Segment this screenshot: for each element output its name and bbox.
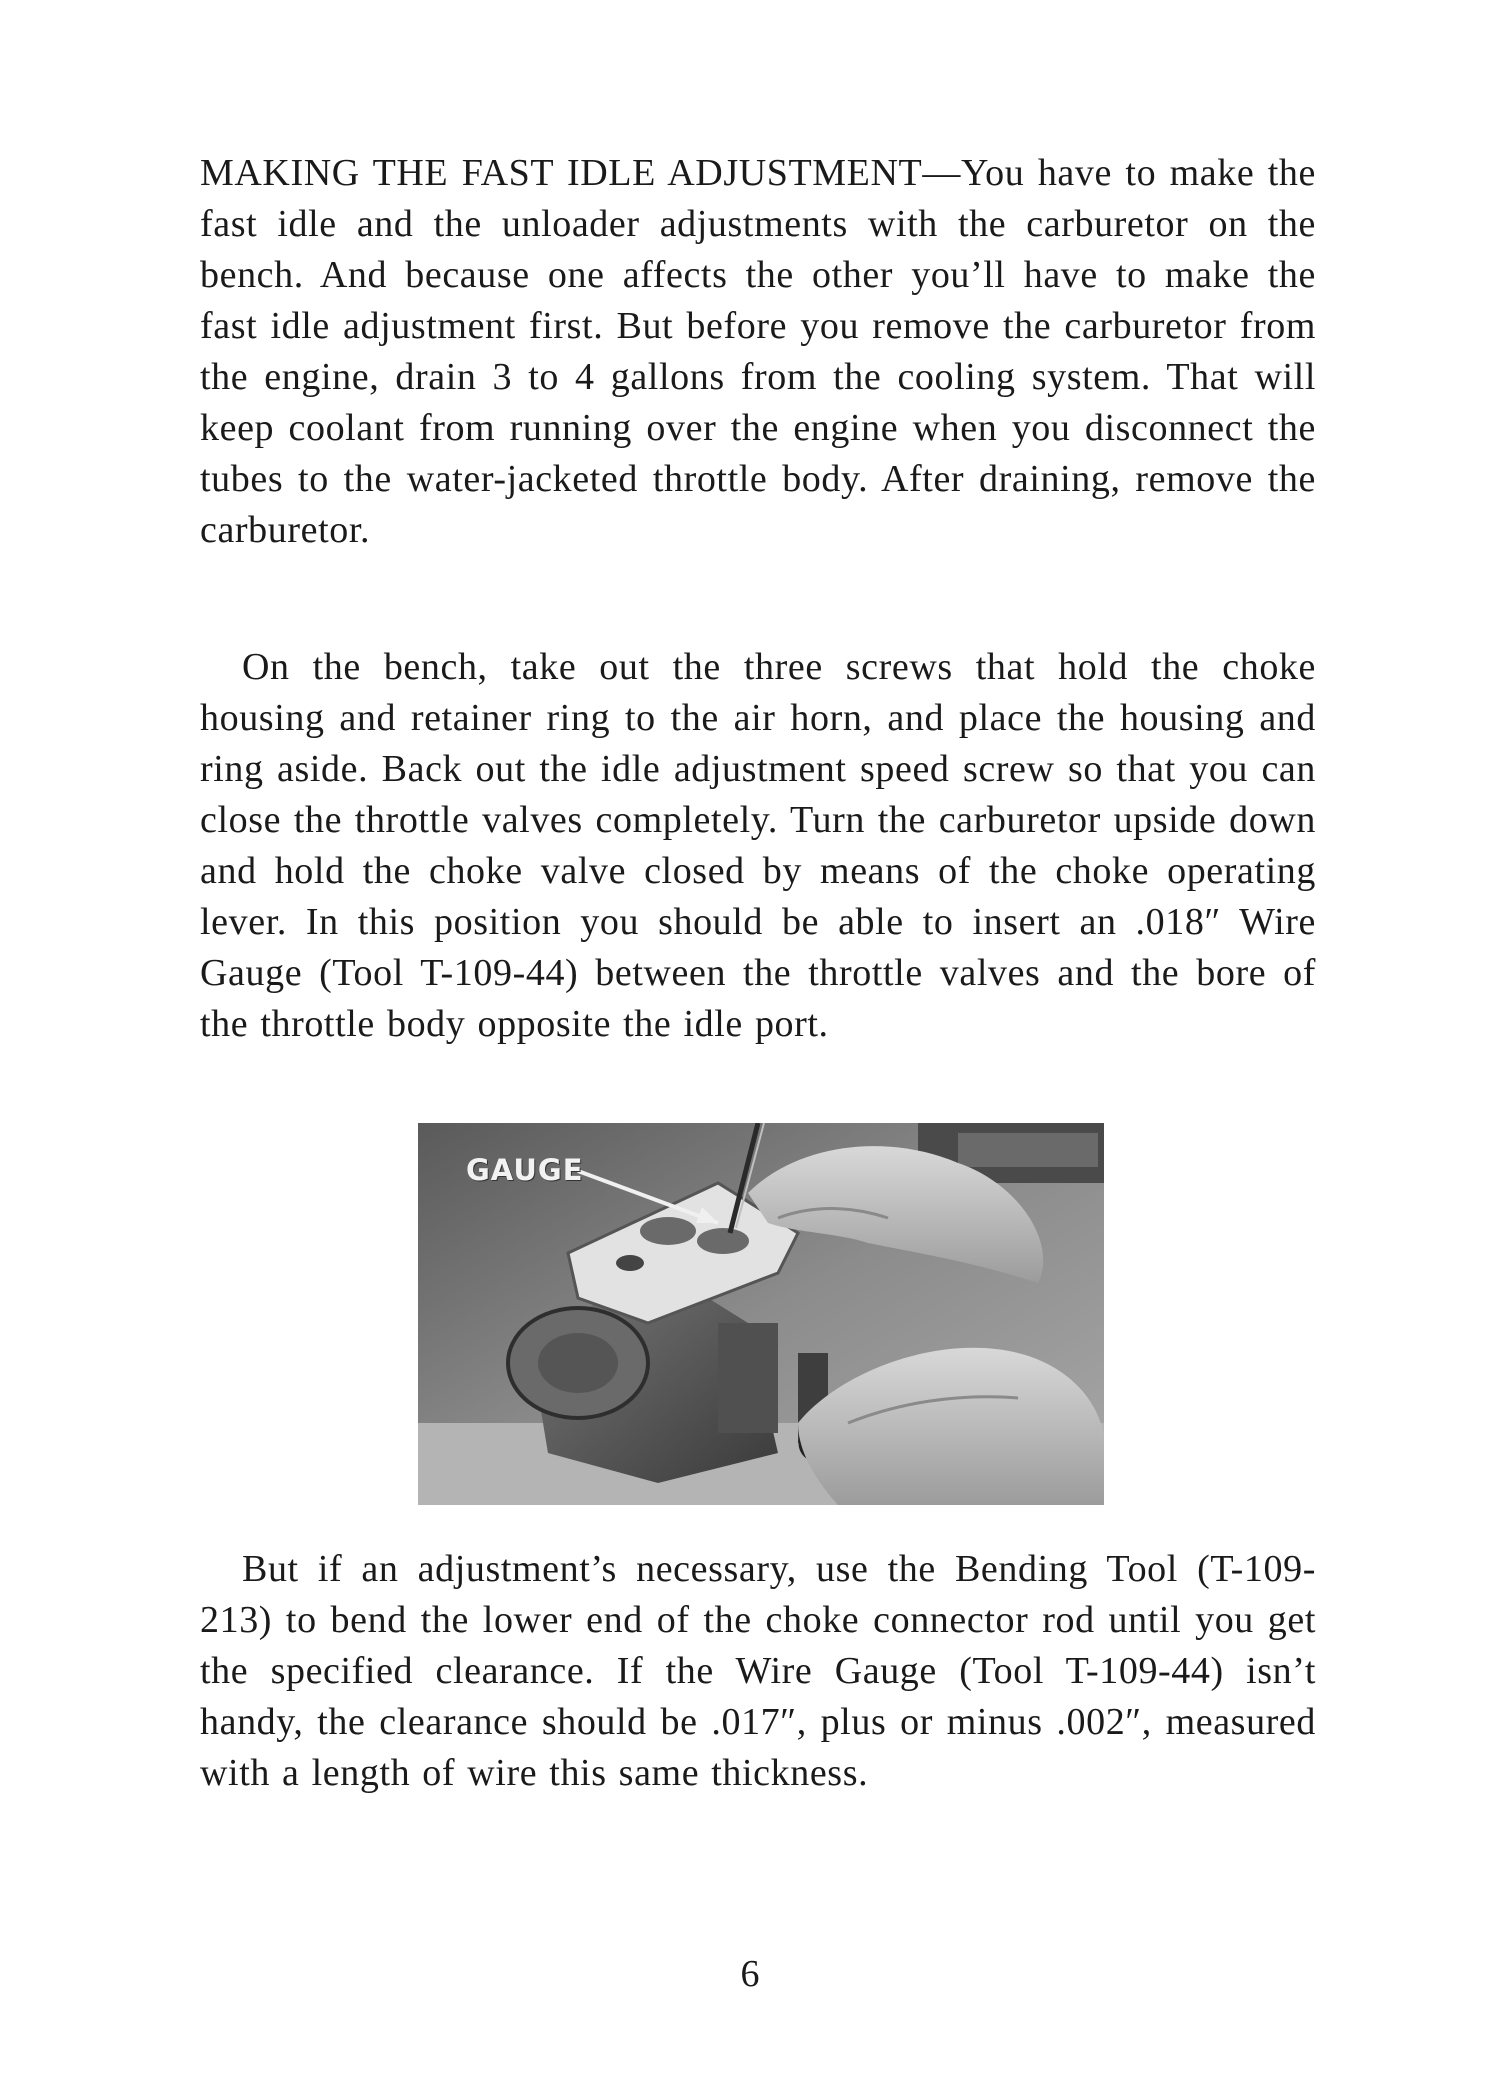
gauge-callout-label: GAUGE bbox=[466, 1153, 584, 1187]
paragraph-bench-procedure: On the bench, take out the three screws that hold the choke housing and retainer ring to the air horn, and place the housing and ring aside. Back out the idle adjustment speed screw so that you can close the throttle valves completely. Turn the carburetor upside down and hold the choke valve closed by means of the choke operating lever. In this position you should be able to insert an .018″ Wire Gauge (Tool T-109-44) between the throttle valves and the bore of the throttle body opposite the idle port. bbox=[200, 646, 1316, 1045]
page-number: 6 bbox=[740, 1953, 760, 1995]
carburetor-gauge-photo bbox=[418, 1123, 1104, 1505]
paragraph-adjustment-clearance: But if an adjustment’s necessary, use the Bending Tool (T-109-213) to bend the lower end of the choke connector rod until you get the specified clearance. If the Wire Gauge (Tool T-109-44) isn’t handy, the clearance should be .017″, plus or minus .002″, measured with a length of wire this same thickness. bbox=[200, 1548, 1316, 1794]
paragraph-fast-idle-intro: MAKING THE FAST IDLE ADJUSTMENT—You have to make the fast idle and the unloader adjustments with the carburetor on the bench. And because one affects the other you’ll have to make the fast idle adjustment first. But before you remove the carburetor from the engine, drain 3 to 4 gallons from the cooling system. That will keep coolant from running over the engine when you disconnect the tubes to the water-jacketed throttle body. After draining, remove the carburetor. bbox=[200, 152, 1316, 551]
